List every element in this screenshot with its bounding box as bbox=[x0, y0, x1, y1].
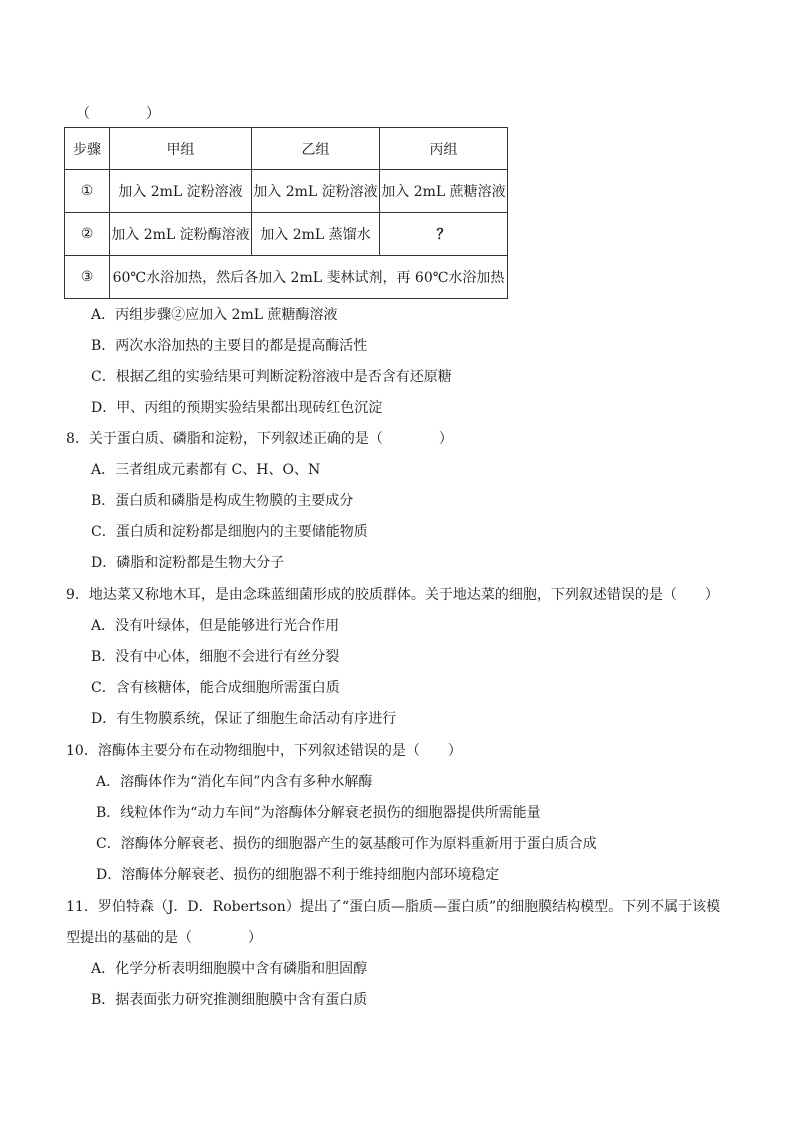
table-merged-cell: 60℃水浴加热，然后各加入 2mL 斐林试剂，再 60℃水浴加热 bbox=[110, 256, 508, 299]
q8-option-b: B．蛋白质和磷脂是构成生物膜的主要成分 bbox=[91, 493, 354, 509]
q7-option-d: D．甲、丙组的预期实验结果都出现砖红色沉淀 bbox=[91, 400, 383, 416]
header-group-jia: 甲组 bbox=[110, 128, 252, 170]
q10-option-b: B．线粒体作为“动力车间”为溶酶体分解衰老损伤的细胞器提供所需能量 bbox=[96, 805, 541, 821]
header-group-bing: 丙组 bbox=[380, 128, 508, 170]
q11-option-b: B．据表面张力研究推测细胞膜中含有蛋白质 bbox=[91, 992, 368, 1008]
header-step: 步骤 bbox=[65, 128, 110, 170]
q7-option-b: B．两次水浴加热的主要目的都是提高酶活性 bbox=[91, 338, 368, 354]
q11-stem-line2: 型提出的基础的是（ ） bbox=[66, 930, 262, 946]
q9-option-a: A．没有叶绿体，但是能够进行光合作用 bbox=[91, 618, 340, 634]
table-cell: 加入 2mL 淀粉溶液 bbox=[252, 170, 380, 213]
q11-stem-line1: 11．罗伯特森（J．D．Robertson）提出了“蛋白质—脂质—蛋白质”的细胞膜结构模型。下列不属于该模 bbox=[66, 899, 721, 915]
q10-option-c: C．溶酶体分解衰老、损伤的细胞器产生的氨基酸可作为原料重新用于蛋白质合成 bbox=[96, 836, 597, 852]
table-cell-unknown: ？ bbox=[380, 213, 508, 256]
table-cell: 加入 2mL 淀粉酶溶液 bbox=[110, 213, 252, 256]
q10-option-a: A．溶酶体作为“消化车间”内含有多种水解酶 bbox=[96, 774, 373, 790]
q7-option-c: C．根据乙组的实验结果可判断淀粉溶液中是否含有还原糖 bbox=[91, 369, 452, 385]
q10-option-d: D．溶酶体分解衰老、损伤的细胞器不利于维持细胞内部环境稳定 bbox=[96, 867, 500, 883]
q8-option-a: A．三者组成元素都有 C、H、O、N bbox=[91, 462, 321, 478]
table-row bbox=[65, 256, 508, 299]
step-cell: ③ bbox=[65, 256, 110, 299]
q11-option-a: A．化学分析表明细胞膜中含有磷脂和胆固醇 bbox=[91, 961, 368, 977]
q7-option-a: A．丙组步骤②应加入 2mL 蔗糖酶溶液 bbox=[91, 307, 338, 323]
step-cell: ② bbox=[65, 213, 110, 256]
q9-option-b: B．没有中心体，细胞不会进行有丝分裂 bbox=[91, 649, 340, 665]
step-cell: ① bbox=[65, 170, 110, 213]
table-row bbox=[65, 213, 508, 256]
q9-stem: 9．地达菜又称地木耳，是由念珠蓝细菌形成的胶质群体。关于地达菜的细胞，下列叙述错误的是（ ） bbox=[66, 587, 719, 603]
q8-option-c: C．蛋白质和淀粉都是细胞内的主要储能物质 bbox=[91, 524, 368, 540]
experiment-table bbox=[64, 127, 508, 299]
header-group-yi: 乙组 bbox=[252, 128, 380, 170]
table-cell: 加入 2mL 蔗糖溶液 bbox=[380, 170, 508, 213]
q10-stem: 10．溶酶体主要分布在动物细胞中，下列叙述错误的是（ ） bbox=[66, 743, 462, 759]
question-answer-parentheses: （ ） bbox=[76, 106, 160, 122]
table-row bbox=[65, 170, 508, 213]
q9-option-c: C．含有核糖体，能合成细胞所需蛋白质 bbox=[91, 680, 340, 696]
table-header-row bbox=[65, 128, 508, 170]
q8-option-d: D．磷脂和淀粉都是生物大分子 bbox=[91, 555, 285, 571]
table-cell: 加入 2mL 蒸馏水 bbox=[252, 213, 380, 256]
table-cell: 加入 2mL 淀粉溶液 bbox=[110, 170, 252, 213]
q8-stem: 8．关于蛋白质、磷脂和淀粉，下列叙述正确的是（ ） bbox=[66, 431, 453, 447]
q9-option-d: D．有生物膜系统，保证了细胞生命活动有序进行 bbox=[91, 711, 397, 727]
